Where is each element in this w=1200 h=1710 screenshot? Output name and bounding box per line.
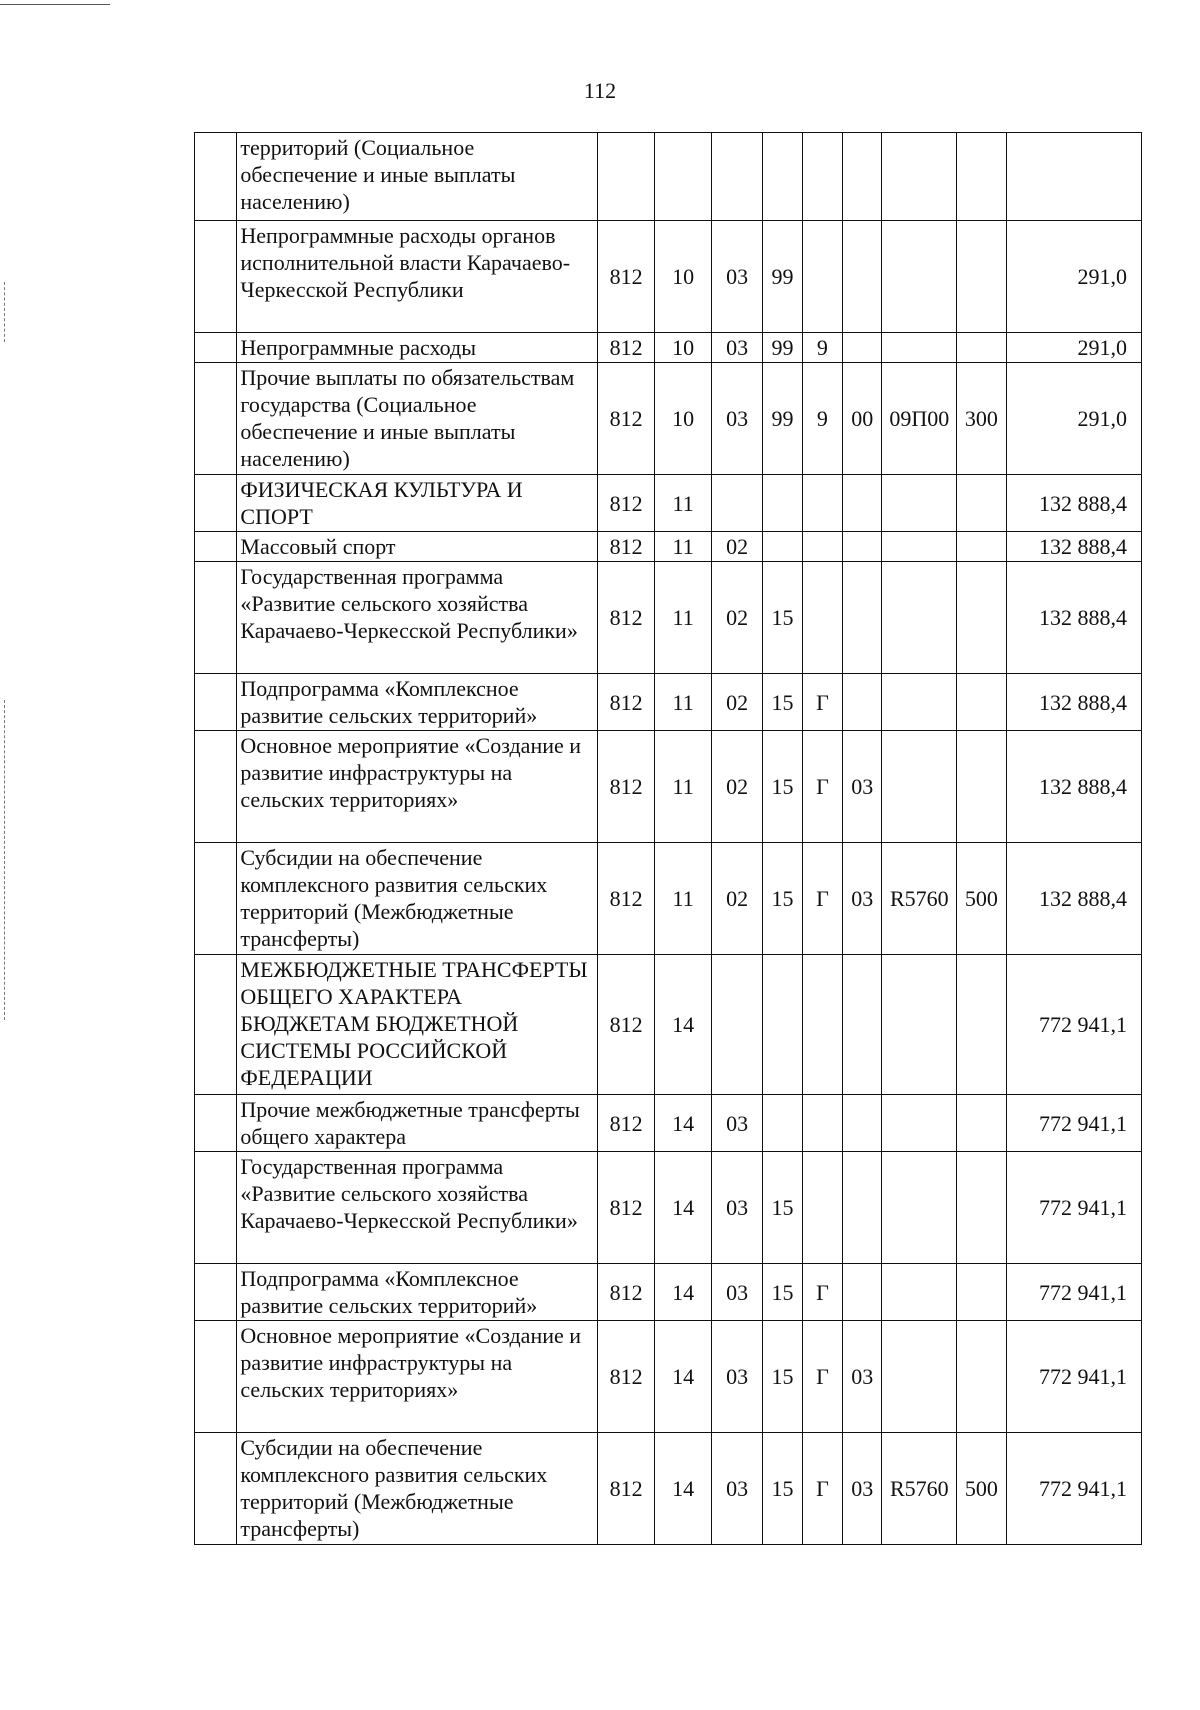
subprogram-code-cell	[802, 532, 842, 562]
expense-type-code-cell: 500	[957, 1433, 1006, 1545]
expense-direction-code-cell	[882, 532, 957, 562]
subsection-code-cell: 02	[711, 532, 762, 562]
amount-cell: 772 941,1	[1006, 1152, 1141, 1264]
expense-direction-code-cell	[882, 475, 957, 532]
section-code-cell: 11	[655, 674, 712, 731]
expense-type-code-cell	[957, 133, 1006, 221]
program-code-cell: 15	[763, 1152, 802, 1264]
subprogram-code-cell: 9	[802, 333, 842, 363]
subsection-code-cell: 03	[711, 221, 762, 333]
amount-cell: 772 941,1	[1006, 955, 1141, 1095]
expense-type-code-cell	[957, 955, 1006, 1095]
subprogram-code-cell	[802, 133, 842, 221]
expense-type-code-cell	[957, 674, 1006, 731]
main-activity-code-cell: 03	[843, 1321, 882, 1433]
subprogram-code-cell: 9	[802, 363, 842, 475]
subprogram-code-cell	[802, 562, 842, 674]
section-code-cell: 11	[655, 532, 712, 562]
section-code-cell: 11	[655, 843, 712, 955]
grbs-code-cell: 812	[597, 843, 655, 955]
table-row	[195, 363, 1142, 475]
table-row	[195, 133, 1142, 221]
section-code-cell: 14	[655, 955, 712, 1095]
expense-direction-code-cell	[882, 221, 957, 333]
grbs-code-cell: 812	[597, 1433, 655, 1545]
grbs-code-cell: 812	[597, 532, 655, 562]
expense-type-code-cell: 500	[957, 843, 1006, 955]
main-activity-code-cell: 00	[843, 363, 882, 475]
row-number-cell	[195, 1095, 237, 1152]
main-activity-code-cell	[843, 562, 882, 674]
item-name-cell: Прочие межбюджетные трансферты общего характера	[237, 1095, 597, 1152]
section-code-cell: 10	[655, 363, 712, 475]
table-row	[195, 1152, 1142, 1264]
item-name-cell: Подпрограмма «Комплексное развитие сельских территорий»	[237, 674, 597, 731]
table-row	[195, 1095, 1142, 1152]
item-name-cell: Субсидии на обеспечение комплексного развития сельских территорий (Межбюджетные трансферты)	[237, 843, 597, 955]
subprogram-code-cell	[802, 221, 842, 333]
expense-direction-code-cell: R5760	[882, 1433, 957, 1545]
expense-direction-code-cell	[882, 1321, 957, 1433]
grbs-code-cell: 812	[597, 1321, 655, 1433]
expense-type-code-cell	[957, 1264, 1006, 1321]
amount-cell: 772 941,1	[1006, 1433, 1141, 1545]
section-code-cell: 14	[655, 1152, 712, 1264]
program-code-cell: 99	[763, 333, 802, 363]
section-code-cell: 14	[655, 1433, 712, 1545]
expense-type-code-cell	[957, 221, 1006, 333]
expense-direction-code-cell	[882, 333, 957, 363]
program-code-cell: 15	[763, 1433, 802, 1545]
subsection-code-cell: 02	[711, 562, 762, 674]
amount-cell: 772 941,1	[1006, 1264, 1141, 1321]
amount-cell: 132 888,4	[1006, 532, 1141, 562]
item-name-cell: Субсидии на обеспечение комплексного развития сельских территорий (Межбюджетные трансферты)	[237, 1433, 597, 1545]
item-name-cell: Основное мероприятие «Создание и развитие инфраструктуры на сельских территориях»	[237, 731, 597, 843]
main-activity-code-cell: 03	[843, 731, 882, 843]
program-code-cell: 15	[763, 843, 802, 955]
expense-direction-code-cell	[882, 674, 957, 731]
program-code-cell: 15	[763, 674, 802, 731]
amount-cell: 132 888,4	[1006, 674, 1141, 731]
grbs-code-cell: 812	[597, 475, 655, 532]
grbs-code-cell: 812	[597, 731, 655, 843]
scan-edge-mark	[4, 700, 5, 1020]
subprogram-code-cell	[802, 955, 842, 1095]
amount-cell: 132 888,4	[1006, 731, 1141, 843]
program-code-cell: 15	[763, 1264, 802, 1321]
item-name-cell: Основное мероприятие «Создание и развитие инфраструктуры на сельских территориях»	[237, 1321, 597, 1433]
main-activity-code-cell	[843, 1152, 882, 1264]
amount-cell: 291,0	[1006, 333, 1141, 363]
table-row	[195, 532, 1142, 562]
program-code-cell	[763, 955, 802, 1095]
row-number-cell	[195, 1433, 237, 1545]
item-name-cell: Подпрограмма «Комплексное развитие сельских территорий»	[237, 1264, 597, 1321]
table-row	[195, 1264, 1142, 1321]
expense-direction-code-cell	[882, 955, 957, 1095]
amount-cell: 132 888,4	[1006, 843, 1141, 955]
program-code-cell: 99	[763, 363, 802, 475]
program-code-cell: 15	[763, 562, 802, 674]
grbs-code-cell: 812	[597, 562, 655, 674]
row-number-cell	[195, 475, 237, 532]
table-row	[195, 333, 1142, 363]
expense-direction-code-cell	[882, 562, 957, 674]
item-name-cell: Непрограммные расходы органов исполнительной власти Карачаево-Черкесской Республики	[237, 221, 597, 333]
program-code-cell: 15	[763, 731, 802, 843]
section-code-cell: 14	[655, 1095, 712, 1152]
row-number-cell	[195, 955, 237, 1095]
expense-direction-code-cell: R5760	[882, 843, 957, 955]
expense-type-code-cell	[957, 532, 1006, 562]
main-activity-code-cell: 03	[843, 843, 882, 955]
row-number-cell	[195, 731, 237, 843]
program-code-cell	[763, 532, 802, 562]
main-activity-code-cell	[843, 1264, 882, 1321]
table-row	[195, 562, 1142, 674]
grbs-code-cell: 812	[597, 1095, 655, 1152]
subsection-code-cell: 03	[711, 1152, 762, 1264]
subsection-code-cell: 02	[711, 731, 762, 843]
row-number-cell	[195, 363, 237, 475]
row-number-cell	[195, 133, 237, 221]
table-row	[195, 843, 1142, 955]
row-number-cell	[195, 1321, 237, 1433]
subprogram-code-cell	[802, 1095, 842, 1152]
program-code-cell: 15	[763, 1321, 802, 1433]
subsection-code-cell	[711, 955, 762, 1095]
grbs-code-cell: 812	[597, 363, 655, 475]
amount-cell	[1006, 133, 1141, 221]
section-code-cell: 11	[655, 731, 712, 843]
amount-cell: 291,0	[1006, 363, 1141, 475]
table-row	[195, 1321, 1142, 1433]
item-name-cell: Прочие выплаты по обязательствам государства (Социальное обеспечение и иные выплаты населению)	[237, 363, 597, 475]
main-activity-code-cell	[843, 1095, 882, 1152]
page-number: 112	[583, 78, 617, 103]
item-name-cell: ФИЗИЧЕСКАЯ КУЛЬТУРА И СПОРТ	[237, 475, 597, 532]
subprogram-code-cell: Г	[802, 843, 842, 955]
row-number-cell	[195, 1264, 237, 1321]
table-row	[195, 221, 1142, 333]
section-code-cell	[655, 133, 712, 221]
program-code-cell	[763, 1095, 802, 1152]
item-name-cell: МЕЖБЮДЖЕТНЫЕ ТРАНСФЕРТЫ ОБЩЕГО ХАРАКТЕРА БЮДЖЕТАМ БЮДЖЕТНОЙ СИСТЕМЫ РОССИЙСКОЙ ФЕДЕРАЦИИ	[237, 955, 597, 1095]
table-row	[195, 1433, 1142, 1545]
grbs-code-cell: 812	[597, 1264, 655, 1321]
expense-direction-code-cell	[882, 133, 957, 221]
main-activity-code-cell	[843, 674, 882, 731]
table-row	[195, 674, 1142, 731]
subsection-code-cell: 03	[711, 363, 762, 475]
subsection-code-cell: 03	[711, 1433, 762, 1545]
subsection-code-cell: 03	[711, 1321, 762, 1433]
expense-direction-code-cell	[882, 1095, 957, 1152]
scan-edge-mark	[4, 282, 5, 342]
expense-type-code-cell	[957, 562, 1006, 674]
item-name-cell: Государственная программа «Развитие сельского хозяйства Карачаево-Черкесской Республики»	[237, 1152, 597, 1264]
expense-direction-code-cell	[882, 1152, 957, 1264]
row-number-cell	[195, 532, 237, 562]
expense-type-code-cell	[957, 1152, 1006, 1264]
row-number-cell	[195, 333, 237, 363]
table-row	[195, 955, 1142, 1095]
grbs-code-cell: 812	[597, 1152, 655, 1264]
section-code-cell: 11	[655, 475, 712, 532]
subprogram-code-cell: Г	[802, 1433, 842, 1545]
subsection-code-cell	[711, 133, 762, 221]
row-number-cell	[195, 674, 237, 731]
main-activity-code-cell	[843, 333, 882, 363]
expense-type-code-cell	[957, 333, 1006, 363]
amount-cell: 132 888,4	[1006, 562, 1141, 674]
main-activity-code-cell	[843, 532, 882, 562]
table-row	[195, 731, 1142, 843]
subprogram-code-cell: Г	[802, 1264, 842, 1321]
grbs-code-cell	[597, 133, 655, 221]
subsection-code-cell: 02	[711, 674, 762, 731]
main-activity-code-cell: 03	[843, 1433, 882, 1545]
section-code-cell: 10	[655, 333, 712, 363]
subsection-code-cell: 02	[711, 843, 762, 955]
subprogram-code-cell: Г	[802, 731, 842, 843]
expense-type-code-cell	[957, 1095, 1006, 1152]
section-code-cell: 14	[655, 1321, 712, 1433]
row-number-cell	[195, 1152, 237, 1264]
section-code-cell: 10	[655, 221, 712, 333]
item-name-cell: Массовый спорт	[237, 532, 597, 562]
expense-type-code-cell	[957, 475, 1006, 532]
main-activity-code-cell	[843, 221, 882, 333]
grbs-code-cell: 812	[597, 674, 655, 731]
main-activity-code-cell	[843, 475, 882, 532]
program-code-cell	[763, 475, 802, 532]
subprogram-code-cell: Г	[802, 1321, 842, 1433]
expense-direction-code-cell	[882, 731, 957, 843]
expense-type-code-cell	[957, 1321, 1006, 1433]
row-number-cell	[195, 221, 237, 333]
program-code-cell: 99	[763, 221, 802, 333]
section-code-cell: 14	[655, 1264, 712, 1321]
table-row	[195, 475, 1142, 532]
subprogram-code-cell	[802, 475, 842, 532]
row-number-cell	[195, 843, 237, 955]
expense-type-code-cell: 300	[957, 363, 1006, 475]
grbs-code-cell: 812	[597, 955, 655, 1095]
section-code-cell: 11	[655, 562, 712, 674]
grbs-code-cell: 812	[597, 221, 655, 333]
grbs-code-cell: 812	[597, 333, 655, 363]
expense-type-code-cell	[957, 731, 1006, 843]
amount-cell: 772 941,1	[1006, 1321, 1141, 1433]
item-name-cell: Непрограммные расходы	[237, 333, 597, 363]
subsection-code-cell: 03	[711, 333, 762, 363]
expense-direction-code-cell	[882, 1264, 957, 1321]
main-activity-code-cell	[843, 955, 882, 1095]
row-number-cell	[195, 562, 237, 674]
amount-cell: 772 941,1	[1006, 1095, 1141, 1152]
expense-direction-code-cell: 09П00	[882, 363, 957, 475]
budget-table	[194, 132, 1142, 1545]
subprogram-code-cell	[802, 1152, 842, 1264]
item-name-cell: территорий (Социальное обеспечение и иные выплаты населению)	[237, 133, 597, 221]
main-activity-code-cell	[843, 133, 882, 221]
amount-cell: 291,0	[1006, 221, 1141, 333]
item-name-cell: Государственная программа «Развитие сельского хозяйства Карачаево-Черкесской Республики»	[237, 562, 597, 674]
amount-cell: 132 888,4	[1006, 475, 1141, 532]
program-code-cell	[763, 133, 802, 221]
subprogram-code-cell: Г	[802, 674, 842, 731]
subsection-code-cell: 03	[711, 1095, 762, 1152]
subsection-code-cell	[711, 475, 762, 532]
subsection-code-cell: 03	[711, 1264, 762, 1321]
scan-top-rule	[0, 4, 110, 5]
